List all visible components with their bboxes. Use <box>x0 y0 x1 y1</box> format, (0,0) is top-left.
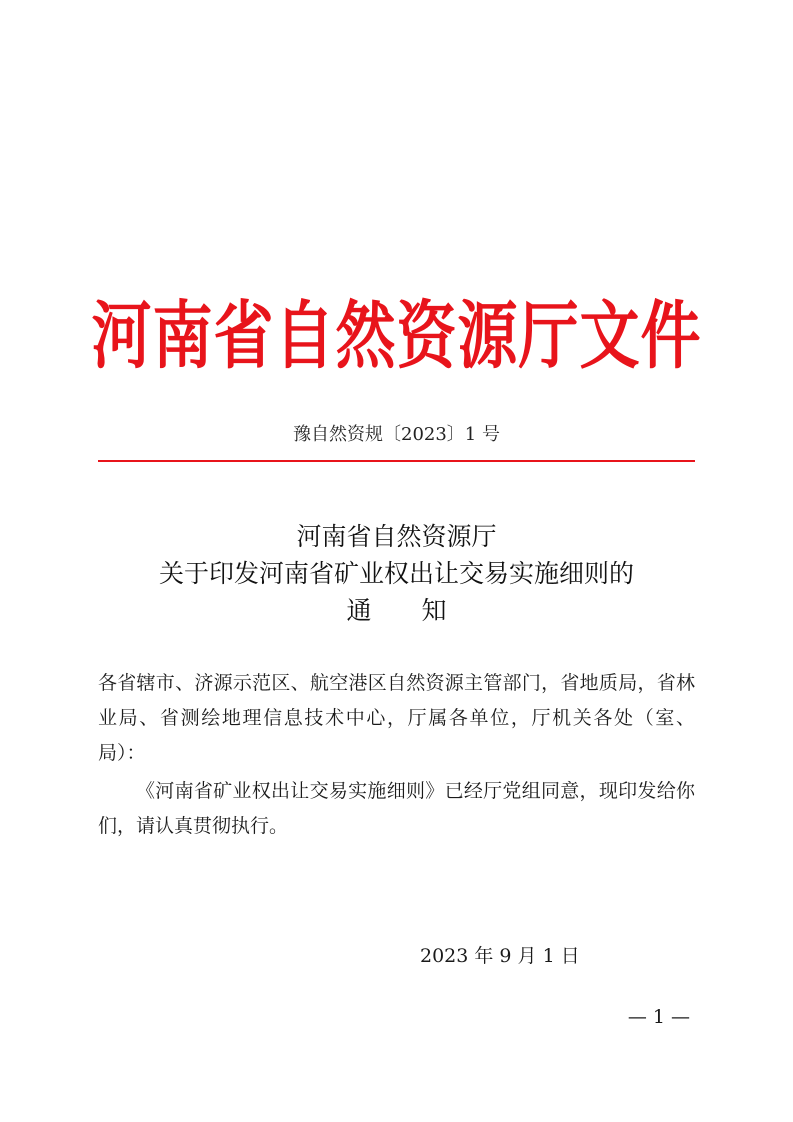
page-number: — 1 — <box>627 1006 690 1028</box>
document-masthead: 河南省自然资源厅文件 <box>91 293 702 380</box>
title-line-notice: 通知 <box>346 596 497 625</box>
red-separator-line <box>98 460 695 462</box>
issue-date: 2023 年 9 月 1 日 <box>420 945 580 967</box>
title-line-issuer: 河南省自然资源厅 <box>296 522 497 551</box>
body-paragraph: 《河南省矿业权出让交易实施细则》已经厅党组同意，现印发给你们，请认真贯彻执行。 <box>98 780 695 837</box>
recipients-paragraph: 各省辖市、济源示范区、航空港区自然资源主管部门，省地质局，省林业局、省测绘地理信息技术中心，厅属各单位，厅机关各处（室、局）： <box>98 672 695 764</box>
title-line-subject: 关于印发河南省矿业权出让交易实施细则的 <box>158 559 634 588</box>
document-title <box>98 518 695 629</box>
document-number: 豫自然资规〔2023〕1 号 <box>293 424 500 445</box>
